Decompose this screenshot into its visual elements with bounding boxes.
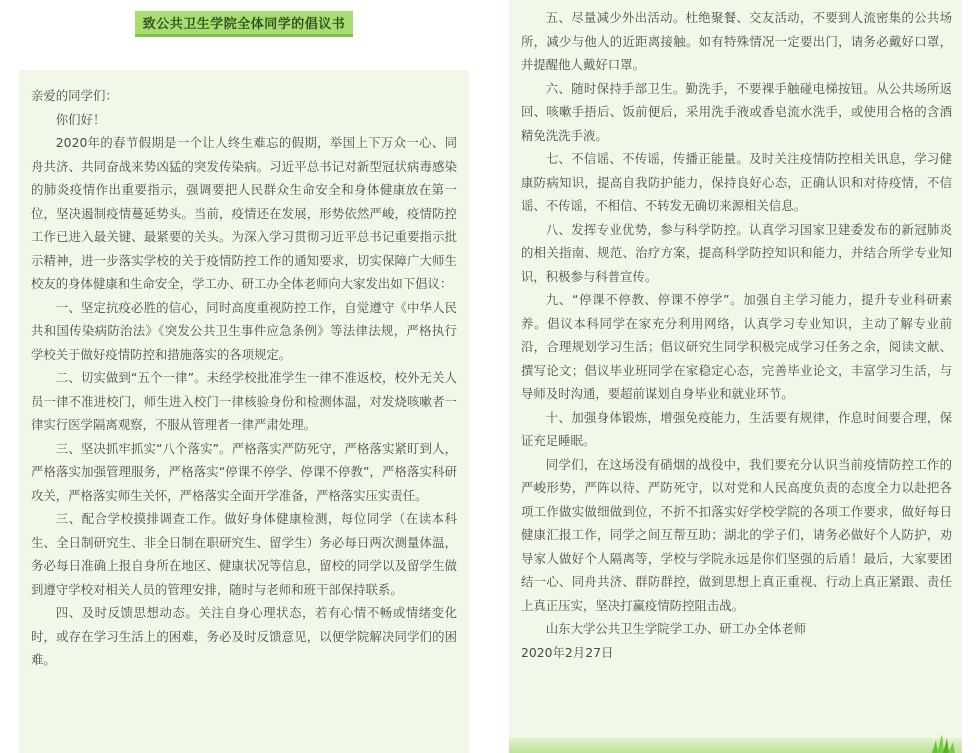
- item-8-paragraph: 八、发挥专业优势，参与科学防控。认真学习国家卫建委发布的新冠肺炎的相关指南、规范、治疗方案，提高科学防控知识和能力，并结合所学专业知识，积极参与科普宣传。: [521, 221, 952, 284]
- item-1-paragraph: 一、坚定抗疫必胜的信心，同时高度重视防控工作，自觉遵守《中华人民共和国传染病防治法》《突发公共卫生事件应急条例》等法律法规，严格执行学校关于做好疫情防控和措施落实的各项规定。: [31, 299, 457, 362]
- decorative-footer-strip: [509, 738, 962, 753]
- item-3b-paragraph: 三、配合学校摸排调查工作。做好身体健康检测，每位同学（在读本科生、全日制研究生、非全日制在职研究生、留学生）务必每日两次测量体温，务必每日准确上报自身所在地区、健康状况等信息，留校的同学以及留学生做到遵守学校对相关人员的管理安排，随时与老师和班干部保持联系。: [31, 511, 457, 597]
- item-5-paragraph: 五、尽量减少外出活动。杜绝聚餐、交友活动，不要到人流密集的公共场所，减少与他人的近距离接触。如有特殊情况一定要出门，请务必戴好口罩，并提醒他人戴好口罩。: [521, 10, 952, 72]
- signature: 山东大学公共卫生学院学工办、研工办全体老师: [545, 621, 806, 636]
- salutation: 亲爱的同学们：: [31, 88, 118, 103]
- item-10-paragraph: 十、加强身体锻炼，增强免疫能力，生活要有规律，作息时间要合理，保证充足睡眠。: [521, 409, 952, 448]
- item-7-paragraph: 七、不信谣、不传谣，传播正能量。及时关注疫情防控相关讯息，学习健康防病知识，提高自我防护能力，保持良好心态，正确认识和对待疫情，不信谣、不传谣，不相信、不转发无确切来源相关信息。: [521, 151, 952, 213]
- item-6-paragraph: 六、随时保持手部卫生。勤洗手，不要裸手触碰电梯按钮。从公共场所返回、咳嗽手捂后、饭前便后，采用洗手液或香皂流水洗手，或使用合格的含酒精免洗洗手液。: [521, 80, 952, 143]
- item-9-paragraph: 九、“停课不停教、停课不停学”。加强自主学习能力，提升专业科研素养。倡议本科同学在家充分利用网络，认真学习专业知识，主动了解专业前沿，合理规划学习生活；倡议研究生同学积极完成学习任务之余，阅读文献、撰写论文；倡议毕业班同学在家稳定心态，完善毕业论文，丰富学习生活，与导师及时沟通，要超前谋划自身毕业和就业环节。: [521, 292, 952, 401]
- left-column: [19, 70, 469, 753]
- document-title: 致公共卫生学院全体同学的倡议书: [135, 11, 353, 37]
- closing-paragraph: 同学们，在这场没有硝烟的战役中，我们要充分认识当前疫情防控工作的严峻形势，严阵以待、严防死守，以对党和人民高度负责的态度全力以赴把各项工作做实做细做到位，不折不扣落实好学校学院的各项工作要求，做好每日健康汇报工作，同学之间互帮互助；湖北的学子们，请务必做好个人防护，劝导家人做好个人隔离等，学校与学院永远是你们坚强的后盾！最后，大家要团结一心、同舟共济、群防群控，做到思想上真正重视、行动上真正紧跟、责任上真正压实，坚决打赢疫情防控阻击战。: [521, 456, 952, 613]
- intro-paragraph: 2020年的春节假期是一个让人终生难忘的假期，举国上下万众一心、同舟共济、共同奋战来势凶猛的突发传染病。习近平总书记对新型冠状病毒感染的肺炎疫情作出重要指示，强调要把人民群众生命安全和身体健康放在第一位，坚决遏制疫情蔓延势头。当前，疫情还在发展，形势依然严峻，疫情防控工作已进入最关键、最紧要的关头。为深入学习贯彻习近平总书记重要指示批示精神，进一步落实学校的关于疫情防控工作的通知要求，切实保障广大师生校友的身体健康和生命安全，学工办、研工办全体老师向大家发出如下倡议：: [31, 135, 457, 291]
- item-2-paragraph: 二、切实做到“五个一律”。未经学校批准学生一律不准返校，校外无关人员一律不准进校门，师生进入校门一律核验身份和检测体温，对发烧咳嗽者一律实行医学隔离观察，不服从管理者一律严肃处理。: [31, 370, 457, 432]
- right-column: [509, 0, 962, 753]
- item-3a-paragraph: 三、坚决抓牢抓实“八个落实”。严格落实严防死守，严格落实紧盯到人，严格落实加强管理服务，严格落实“停课不停学、停课不停教”，严格落实科研攻关，严格落实师生关怀，严格落实全面开学准备，严格落实压实责任。: [31, 440, 457, 503]
- date: 2020年2月27日: [521, 644, 614, 660]
- item-4-paragraph: 四、及时反馈思想动态。关注自身心理状态，若有心情不畅或情绪变化时，或存在学习生活上的困难，务必及时反馈意见，以便学院解决同学们的困难。: [31, 605, 457, 667]
- grass-icon: [930, 728, 958, 753]
- greeting: 你们好！: [55, 111, 106, 127]
